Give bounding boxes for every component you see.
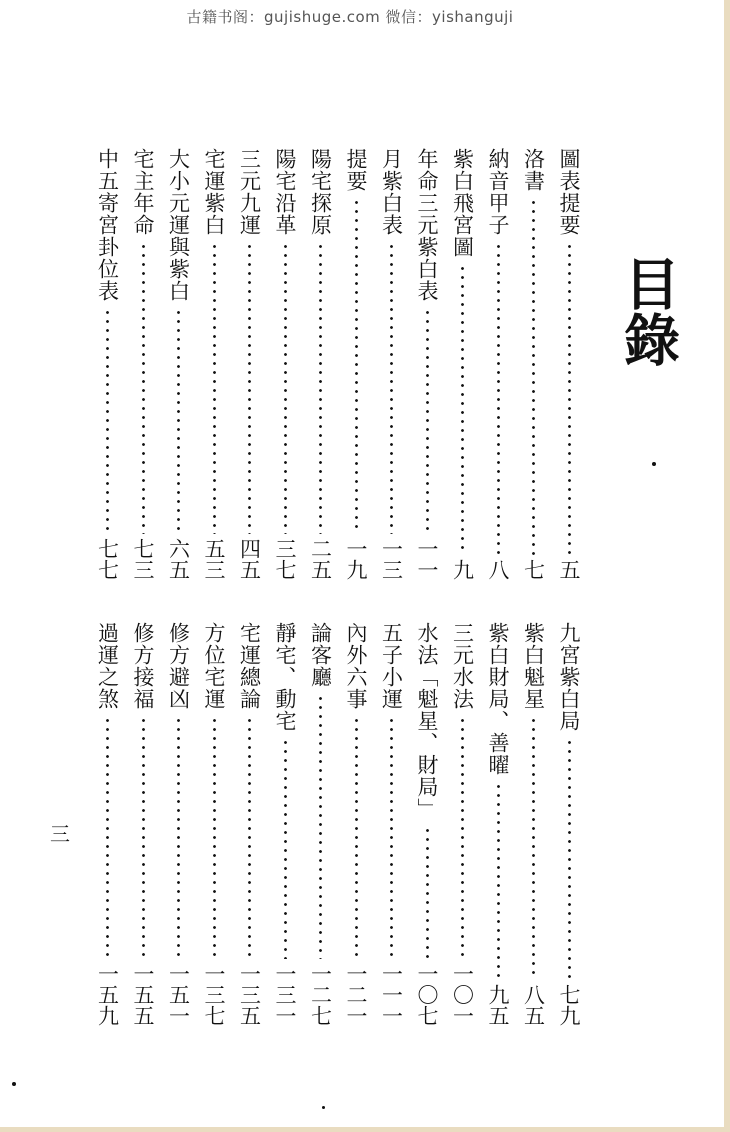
toc-entry[interactable] xyxy=(451,622,475,1026)
toc-entry[interactable] xyxy=(380,148,404,580)
print-speck xyxy=(652,462,656,466)
toc-entry-title: 圖表提要 xyxy=(557,148,581,236)
toc-entry-page: 一二七 xyxy=(308,963,333,1026)
dot-leader xyxy=(319,242,322,534)
toc-entry-title: 論客廳 xyxy=(308,622,333,688)
toc-entry-page: 九五 xyxy=(486,984,510,1026)
toc-entry[interactable] xyxy=(522,148,546,580)
toc-entry-page: 一三五 xyxy=(237,963,262,1026)
dot-leader xyxy=(568,242,571,555)
dot-leader xyxy=(532,716,535,980)
toc-entry-title: 大小元運與紫白 xyxy=(166,148,191,302)
print-speck xyxy=(12,1082,16,1086)
toc-entry-title: 修方接福 xyxy=(131,622,155,710)
toc-entry[interactable] xyxy=(451,148,475,580)
toc-entry-title: 內外六事 xyxy=(344,622,368,710)
watermark: 古籍书阁：gujishuge.com 微信：yishanguji xyxy=(186,8,514,26)
toc-entry[interactable] xyxy=(167,622,191,1026)
toc-entry-page: 三七 xyxy=(273,538,297,580)
toc-entry-title: 靜宅、動宅 xyxy=(273,622,297,732)
toc-entry[interactable] xyxy=(415,622,439,1026)
toc-entry-page: 一五一 xyxy=(166,963,191,1026)
toc-entry-page: 七七 xyxy=(95,538,120,580)
toc-entry[interactable] xyxy=(238,148,262,580)
page-title: 目錄 xyxy=(615,255,681,367)
toc-entry-page: 五三 xyxy=(202,538,226,580)
toc-entry[interactable] xyxy=(131,622,155,1026)
dot-leader xyxy=(461,264,464,555)
toc-entry-title: 宅運總論 xyxy=(237,622,262,710)
dot-leader xyxy=(177,716,180,959)
dot-leader xyxy=(497,782,500,980)
toc-entry-title: 宅主年命 xyxy=(131,148,155,236)
print-speck xyxy=(322,1106,325,1109)
toc-entry-page: 七三 xyxy=(131,538,155,580)
toc-entry-page: 九 xyxy=(450,559,475,580)
toc-entry-title: 紫白飛宮圖 xyxy=(450,148,475,258)
toc-entry-title: 月紫白表 xyxy=(379,148,404,236)
dot-leader xyxy=(390,716,393,959)
toc-entry[interactable] xyxy=(167,148,191,580)
dot-leader xyxy=(568,738,571,980)
toc-entry-title: 九宮紫白局 xyxy=(557,622,581,732)
toc-entry-page: 一〇七 xyxy=(415,963,439,1026)
dot-leader xyxy=(106,716,109,959)
toc-entry-title: 洛書 xyxy=(521,148,546,192)
dot-leader xyxy=(284,738,287,959)
toc-entry-title: 陽宅探原 xyxy=(308,148,333,236)
dot-leader xyxy=(497,242,500,555)
toc-entry[interactable] xyxy=(96,148,120,580)
toc-entry-title: 修方避凶 xyxy=(166,622,191,710)
toc-entry[interactable] xyxy=(131,148,155,580)
toc-entry[interactable] xyxy=(202,622,226,1026)
toc-entry-page: 一三 xyxy=(379,538,404,580)
page-edge xyxy=(724,0,730,1132)
dot-leader xyxy=(426,826,429,959)
toc-entry-page: 一九 xyxy=(344,538,368,580)
toc-entry-title: 三元水法 xyxy=(450,622,475,710)
toc-entry[interactable] xyxy=(202,148,226,580)
dot-leader xyxy=(142,242,145,534)
toc-entry-page: 一五五 xyxy=(131,963,155,1026)
dot-leader xyxy=(213,242,216,534)
toc-entry-page: 八 xyxy=(486,559,510,580)
dot-leader xyxy=(284,242,287,534)
dot-leader xyxy=(355,716,358,959)
toc-entry[interactable] xyxy=(96,622,120,1026)
page-bottom-edge xyxy=(0,1127,730,1132)
dot-leader xyxy=(248,716,251,959)
toc-entry-title: 紫白財局、善曜 xyxy=(486,622,510,776)
toc-entry-page: 六五 xyxy=(166,538,191,580)
toc-entry-title: 三元九運 xyxy=(237,148,262,236)
toc-entry-page: 五 xyxy=(557,559,581,580)
toc-entry-title: 年命三元紫白表 xyxy=(415,148,439,302)
toc-entry-page: 一二一 xyxy=(344,963,368,1026)
toc-entry-page: 二五 xyxy=(308,538,333,580)
dot-leader xyxy=(177,308,180,534)
toc-entry-title: 陽宅沿革 xyxy=(273,148,297,236)
dot-leader xyxy=(426,308,429,534)
toc-entry-page: 一一 xyxy=(415,538,439,580)
dot-leader xyxy=(461,716,464,959)
toc-entry-title: 中五寄宮卦位表 xyxy=(95,148,120,302)
toc-entry[interactable] xyxy=(380,622,404,1026)
toc-entry[interactable] xyxy=(273,622,297,1026)
toc-entry[interactable] xyxy=(415,148,439,580)
toc-entry-page: 一〇一 xyxy=(450,963,475,1026)
toc-entry-title: 方位宅運 xyxy=(202,622,226,710)
dot-leader xyxy=(142,716,145,959)
toc-entry-title: 宅運紫白 xyxy=(202,148,226,236)
toc-entry[interactable] xyxy=(557,148,581,580)
toc-entry-page: 一五九 xyxy=(95,963,120,1026)
toc-entry-title: 提要 xyxy=(344,148,368,192)
toc-entry-page: 一一一 xyxy=(379,963,404,1026)
dot-leader xyxy=(355,198,358,534)
toc-entry-title: 五子小運 xyxy=(379,622,404,710)
toc-entry[interactable] xyxy=(309,148,333,580)
toc-entry[interactable] xyxy=(273,148,297,580)
toc-entry-page: 一三一 xyxy=(273,963,297,1026)
toc-entry-title: 納音甲子 xyxy=(486,148,510,236)
toc-entry[interactable] xyxy=(557,622,581,1026)
toc-entry[interactable] xyxy=(238,622,262,1026)
toc-entry-page: 七 xyxy=(521,559,546,580)
dot-leader xyxy=(319,694,322,959)
dot-leader xyxy=(213,716,216,959)
toc-entry[interactable] xyxy=(486,622,510,1026)
toc-entry[interactable] xyxy=(522,622,546,1026)
dot-leader xyxy=(248,242,251,534)
toc-entry-page: 七九 xyxy=(557,984,581,1026)
dot-leader xyxy=(532,198,535,555)
toc-entry[interactable] xyxy=(309,622,333,1026)
toc-entry-page: 四五 xyxy=(237,538,262,580)
toc-entry-page: 一三七 xyxy=(202,963,226,1026)
toc-entry-page: 八五 xyxy=(521,984,546,1026)
dot-leader xyxy=(390,242,393,534)
page-number: 三 xyxy=(50,822,70,846)
toc-entry-title: 過運之煞 xyxy=(95,622,120,710)
dot-leader xyxy=(106,308,109,534)
toc-entry[interactable] xyxy=(344,622,368,1026)
toc-entry-title: 紫白魁星 xyxy=(521,622,546,710)
toc-entry-title: 水法「魁星、財局」 xyxy=(415,622,439,820)
toc-entry[interactable] xyxy=(486,148,510,580)
toc-entry[interactable] xyxy=(344,148,368,580)
